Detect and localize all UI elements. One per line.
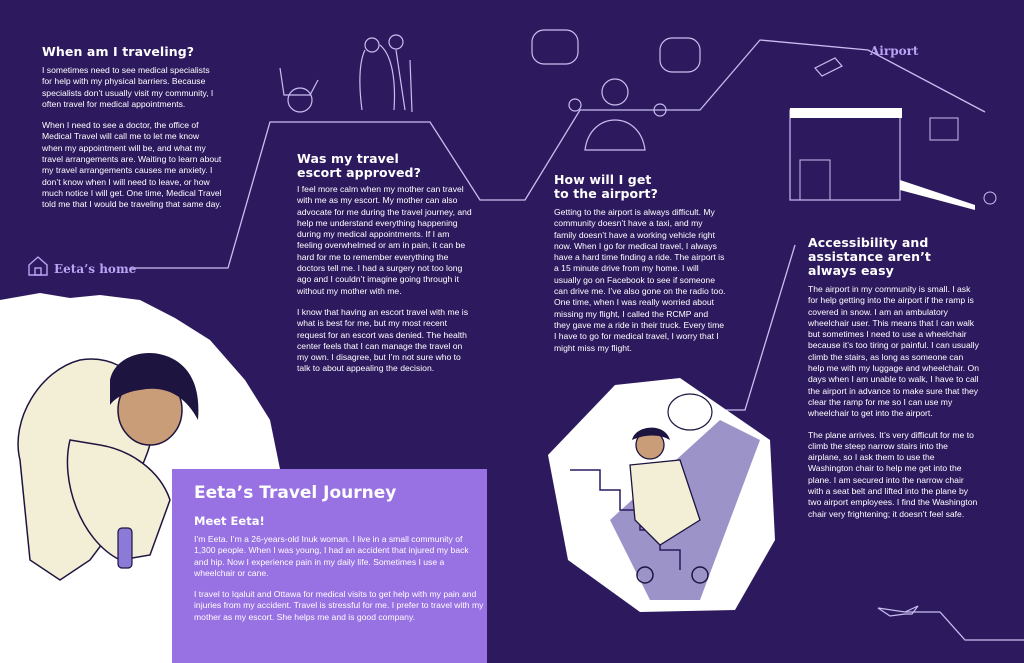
home-label: Eeta’s home [54, 262, 137, 276]
washington-chair-illustration [548, 378, 775, 612]
section-when-title: When am I traveling? [42, 44, 195, 59]
card-body [194, 534, 484, 623]
section-access-p1: The airport in my community is small. I ask for help getting into the airport if the ramp is covered in snow. I am an ambulatory wheelchair user. This means that I can walk but sometimes I need to use a wheelchair because it’s too tiring or painful. I can usually climb the stairs, as long as someone can help me with my luggage and wheelchair. On days when I am unable to walk, I have to call the airport in advance to make sure that they clear the ramp for me so I can use my wheelchair to get into the airport. [808, 284, 980, 419]
intro-card [172, 469, 487, 663]
airport-building-illustration [790, 108, 996, 210]
section-escort-title-2: escort approved? [297, 165, 421, 180]
section-airport-trip [554, 173, 726, 354]
section-access-title-1: Accessibility and [808, 235, 929, 250]
card-subtitle: Meet Eeta! [194, 514, 265, 528]
section-airport-trip-title-2: to the airport? [554, 186, 658, 201]
worried-illustration [532, 30, 700, 150]
plane-icon [878, 606, 918, 616]
truck-icon [815, 58, 842, 76]
section-escort [297, 152, 472, 375]
section-when-p2: When I need to see a doctor, the office of Medical Travel will call me to let me know when my appointment will be, and what my travel arrangements are. Waiting to learn about my travel arrangements causes me anxiety. I don’t know when I will need to leave, or how much notice I will get. One time, Medical Travel told me that I would be traveling that same day. [42, 120, 222, 210]
card-title: Eeta’s Travel Journey [194, 483, 397, 503]
section-escort-p1: I feel more calm when my mother can travel with me as my escort. My mother can also advocate for me during the travel journey, and help me understand everything happening during my medical appointments. If I am feeling overwhelmed or am in pain, it can be hard for me to remember everything the doctors tell me. I had a surgery not too long ago and I couldn’t imagine going through it without my mother with me. [297, 184, 472, 296]
airport-label: Airport [870, 44, 919, 58]
home-icon [29, 257, 47, 275]
section-when-p1: I sometimes need to see medical specialists for help with my physical barriers. Because specialists don’t usually visit my community, I often travel for medical appointments. [42, 65, 214, 109]
journey-path-bottom [905, 612, 1024, 640]
section-airport-trip-p1: Getting to the airport is always difficult. My community doesn’t have a taxi, and my family doesn’t have a working vehicle right now. When I go for medical travel, I always have a hard time finding a ride. The airport is a 15 minute drive from my home. I will usually go on Facebook to see if someone can drive me. I’ve also gone on the radio too. One time, when I was really worried about missing my flight, I called the RCMP and they gave me a ride in their truck. Every time I have to go for medical travel, I worry that I might miss my flight. [554, 207, 726, 353]
escort-illustration [280, 35, 412, 112]
section-access-p2: The plane arrives. It’s very difficult for me to climb the steep narrow stairs into the airplane, so I ask them to use the Washington chair to help me get into the plane. I am secured into the narrow chair with a seat belt and lifted into the plane by two airport employees. I find the Washington chair very frightening; it doesn’t feel safe. [808, 429, 978, 519]
section-when [42, 45, 222, 211]
section-escort-title-1: Was my travel [297, 151, 399, 166]
card-p1: I’m Eeta. I’m a 26-years-old Inuk woman. I live in a small community of 1,300 people. When I was young, I had an accident that injured my back and hip. Now I experience pain in my daily life. Sometimes I use a wheelchair or cane. [194, 534, 469, 578]
section-access [808, 236, 980, 520]
section-airport-trip-title-1: How will I get [554, 172, 652, 187]
section-access-title-3: always easy [808, 263, 894, 278]
section-access-title-2: assistance aren’t [808, 249, 931, 264]
card-p2: I travel to Iqaluit and Ottawa for medical visits to get help with my pain and injuries from my accident. Travel is stressful for me. I prefer to travel with my mother as my escort. She helps me and is good company. [194, 589, 484, 622]
section-escort-p2: I know that having an escort travel with me is what is best for me, but my most recent request for an escort was denied. The health center feels that I can manage the travel on my own. I disagree, but I’m not sure who to talk to about appealing the decision. [297, 306, 468, 374]
